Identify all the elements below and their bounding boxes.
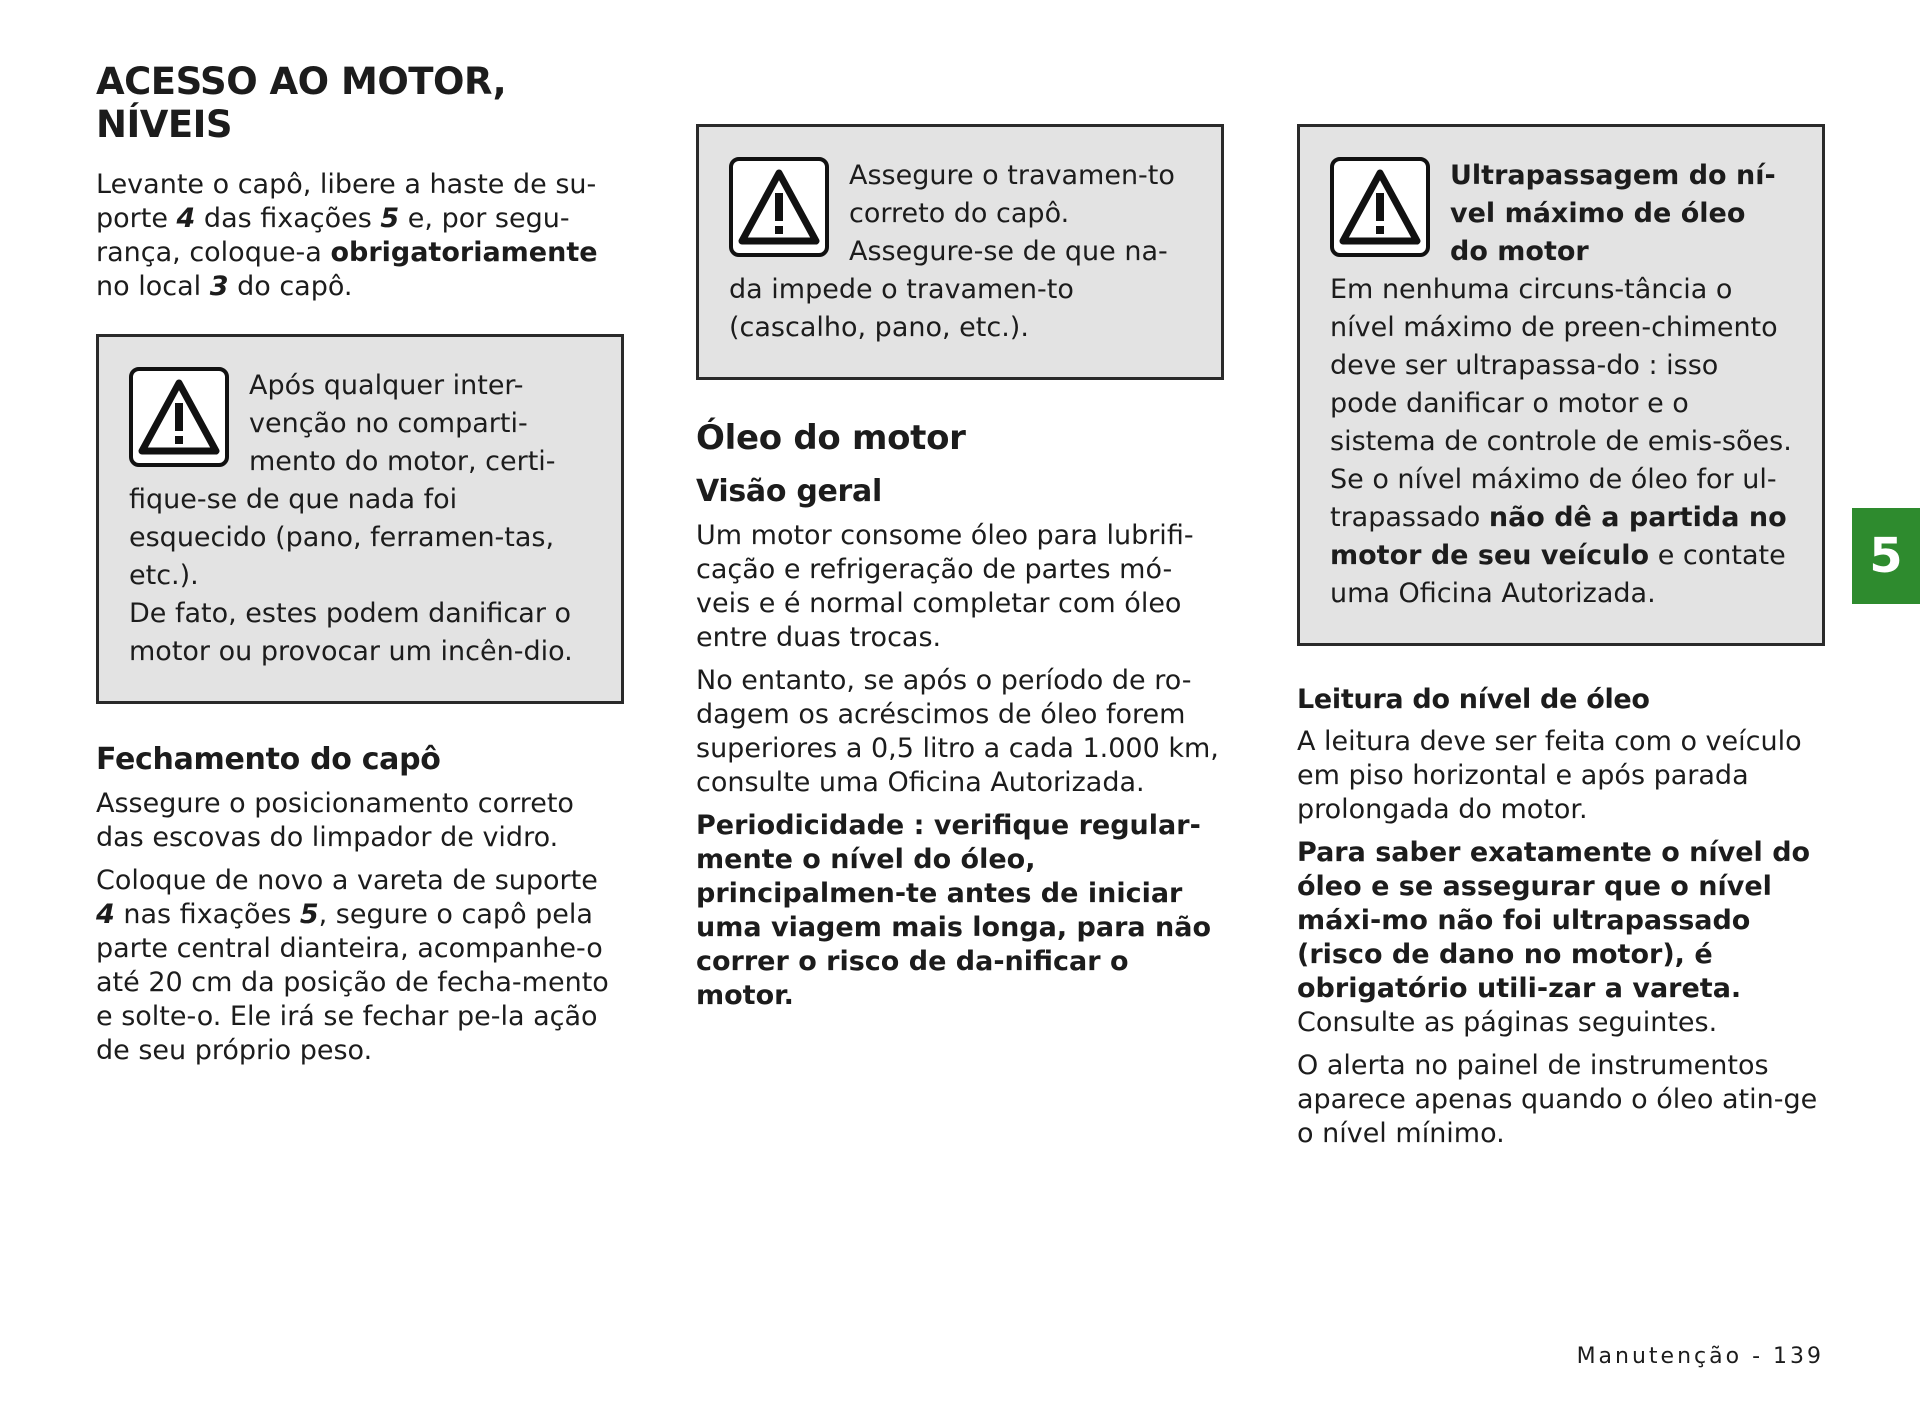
page-title: ACESSO AO MOTOR, NÍVEIS <box>96 60 507 146</box>
subsection-title-overview: Visão geral <box>696 474 882 509</box>
warning-text: Após qualquer inter-venção no comparti-mento do motor, certi-fique-se de que nada foi esquecido (pano, ferramen-tas, etc.). <box>129 370 556 591</box>
paragraph-oil-additions: No entanto, se após o período de ro-dagem os acréscimos de óleo forem superiores a 0,5 litro a cada 1.000 km, consulte uma Oficina Autorizada. <box>696 665 1219 798</box>
paragraph-dipstick: Para saber exatamente o nível do óleo e se assegurar que o nível máxi-mo não foi ultrapassado (risco de dano no motor), é obrigatório utili-zar a vareta. Consulte as páginas seguintes. <box>1297 837 1811 1038</box>
column-middle <box>696 124 1224 1022</box>
page-footer: Manutenção - 139 <box>1576 1344 1824 1369</box>
paragraph-periodicity: Periodicidade : verifique regular-mente o nível do óleo, principalmen-te antes de iniciar uma viagem mais longa, para não correr o risco de da-nificar o motor. <box>696 810 1212 1011</box>
warning-box-hood-lock <box>696 124 1224 380</box>
warning-triangle-icon <box>129 367 229 467</box>
paragraph-hood-closing: Coloque de novo a vareta de suporte 4 nas fixações 5, segure o capô pela parte central dianteira, acompanhe-o até 20 cm da posição de fecha-mento e solte-o. Ele irá se fechar pe-la ação de seu próprio peso. <box>96 865 609 1066</box>
warning-text: Em nenhuma circuns-tância o nível máximo de preen-chimento deve ser ultrapassa-do : isso pode danificar o motor e o sistema de controle de emis-sões. <box>1330 274 1792 457</box>
warning-title: Ultrapassagem do ní-vel máximo de óleo do motor <box>1450 160 1776 267</box>
paragraph-wipers: Assegure o posicionamento correto das escovas do limpador de vidro. <box>96 788 574 853</box>
paragraph-dashboard-alert: O alerta no painel de instrumentos aparece apenas quando o óleo atin-ge o nível mínimo. <box>1297 1050 1818 1149</box>
warning-triangle-icon <box>729 157 829 257</box>
column-left <box>96 50 624 1077</box>
column-right <box>1297 124 1825 1160</box>
section-title-engine-oil: Óleo do motor <box>696 418 966 458</box>
section-title-hood-closing: Fechamento do capô <box>96 742 441 777</box>
warning-text: Assegure o travamen-to correto do capô. Assegure-se de que na-da impede o travamen-to (cascalho, pano, etc.). <box>729 160 1175 343</box>
paragraph-reading-conditions: A leitura deve ser feita com o veículo em piso horizontal e após parada prolongada do motor. <box>1297 726 1802 825</box>
warning-box-intervention <box>96 334 624 704</box>
intro-paragraph: Levante o capô, libere a haste de su-porte 4 das fixações 5 e, por segu-rança, coloque-a obrigatoriamente no local 3 do capô. <box>96 169 598 302</box>
warning-text-2: Se o nível máximo de óleo for ul-trapassado não dê a partida no motor de seu veículo e contate uma Oficina Autorizada. <box>1330 464 1787 609</box>
warning-triangle-icon <box>1330 157 1430 257</box>
chapter-tab: 5 <box>1852 508 1920 604</box>
warning-text-2: De fato, estes podem danificar o motor ou provocar um incên-dio. <box>129 598 573 667</box>
paragraph-oil-consumption: Um motor consome óleo para lubrifi-cação e refrigeração de partes mó-veis e é normal completar com óleo entre duas trocas. <box>696 520 1194 653</box>
section-title-oil-reading: Leitura do nível de óleo <box>1297 684 1650 715</box>
warning-box-oil-overfill <box>1297 124 1825 646</box>
